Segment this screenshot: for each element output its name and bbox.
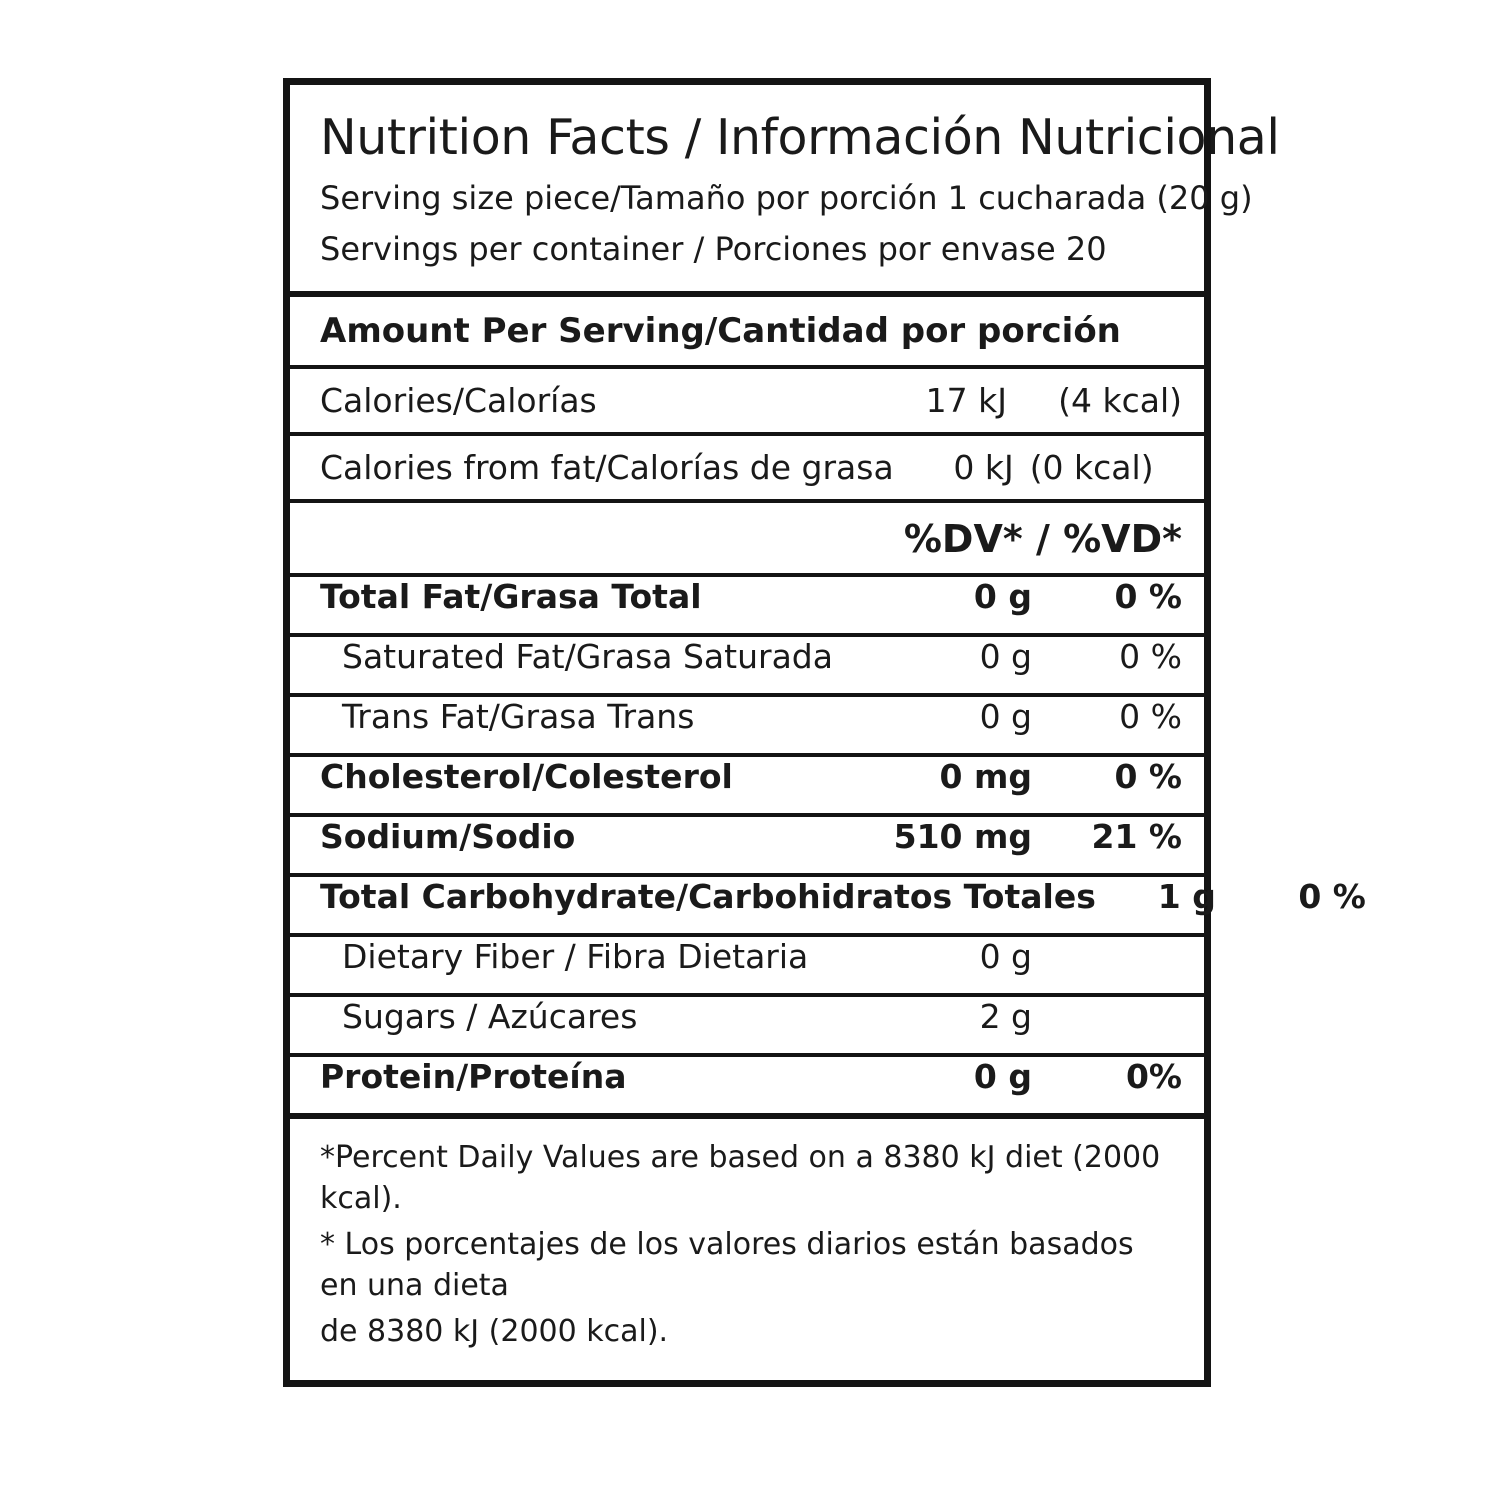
nutrient-row-total-carbohydrate — [290, 877, 1366, 933]
daily-value-header: %DV* / %VD* — [903, 517, 1182, 562]
calories-from-fat-row — [290, 436, 1204, 499]
footnote-line-1: *Percent Daily Values are based on a 8380 kJ diet (2000 kcal). — [320, 1140, 1161, 1217]
calories-kcal-value: (4 kcal) — [1058, 381, 1182, 421]
nutrient-dv: 0% — [1125, 1057, 1182, 1097]
nutrient-name: Total Carbohydrate/Carbohidratos Totales — [320, 877, 1096, 917]
calories-from-fat-kcal-value: (0 kcal) — [1029, 448, 1154, 488]
nutrient-row-dietary-fiber — [290, 937, 1204, 993]
nutrient-dv: 0 % — [1119, 637, 1182, 677]
nutrient-amount: 0 mg — [939, 757, 1032, 797]
nutrient-amount: 0 g — [973, 577, 1032, 617]
amount-per-serving-header: Amount Per Serving/Cantidad por porción — [320, 311, 1121, 352]
nutrition-facts-label — [283, 78, 1366, 1387]
nutrient-row-protein — [290, 1057, 1204, 1113]
footnote-line-3: de 8380 kJ (2000 kcal). — [320, 1313, 669, 1349]
nutrient-amount: 2 g — [979, 997, 1032, 1037]
calories-label: Calories/Calorías — [320, 381, 597, 421]
calories-from-fat-kj-value: 0 kJ — [953, 448, 1014, 488]
calories-from-fat-label: Calories from fat/Calorías de grasa — [320, 448, 894, 488]
nutrient-row-sodium — [290, 817, 1204, 873]
nutrient-amount: 0 g — [979, 697, 1032, 737]
nutrient-name: Cholesterol/Colesterol — [320, 757, 733, 797]
nutrient-row-total-fat — [290, 577, 1204, 633]
footnote-line-2: * Los porcentajes de los valores diarios están basados en una dieta — [320, 1226, 1134, 1304]
nutrient-row-trans-fat — [290, 697, 1204, 753]
nutrient-amount: 0 g — [973, 1057, 1032, 1097]
calories-kj-value: 17 kJ — [925, 381, 1007, 421]
nutrient-row-sugars — [290, 997, 1204, 1053]
nutrient-name: Dietary Fiber / Fibra Dietaria — [342, 937, 809, 977]
serving-size-text: Serving size piece/Tamaño por porción 1 cucharada (20 g) — [320, 178, 1253, 217]
nutrient-dv: 21 % — [1091, 817, 1182, 857]
nutrient-name: Sodium/Sodio — [320, 817, 576, 857]
servings-per-container-text: Servings per container / Porciones por envase 20 — [320, 230, 1107, 269]
nutrient-name: Protein/Proteína — [320, 1057, 627, 1097]
nutrient-dv: 0 % — [1119, 697, 1182, 737]
calories-row — [290, 369, 1204, 432]
footnotes — [290, 1119, 1204, 1380]
nutrient-name: Total Fat/Grasa Total — [320, 577, 702, 617]
nutrient-name: Sugars / Azúcares — [342, 997, 638, 1037]
nutrient-dv: 0 % — [1298, 877, 1366, 917]
nutrient-dv: 0 % — [1114, 757, 1182, 797]
nutrient-amount: 510 mg — [893, 817, 1032, 857]
nutrient-amount: 1 g — [1157, 877, 1216, 917]
nutrient-amount: 0 g — [979, 937, 1032, 977]
nutrient-row-cholesterol — [290, 757, 1204, 813]
nutrient-name: Trans Fat/Grasa Trans — [342, 697, 695, 737]
label-header — [290, 85, 1280, 291]
nutrient-dv: 0 % — [1114, 577, 1182, 617]
nutrient-amount: 0 g — [979, 637, 1032, 677]
nutrient-row-saturated-fat — [290, 637, 1204, 693]
nutrient-name: Saturated Fat/Grasa Saturada — [342, 637, 833, 677]
label-title: Nutrition Facts / Información Nutricional — [320, 109, 1280, 166]
